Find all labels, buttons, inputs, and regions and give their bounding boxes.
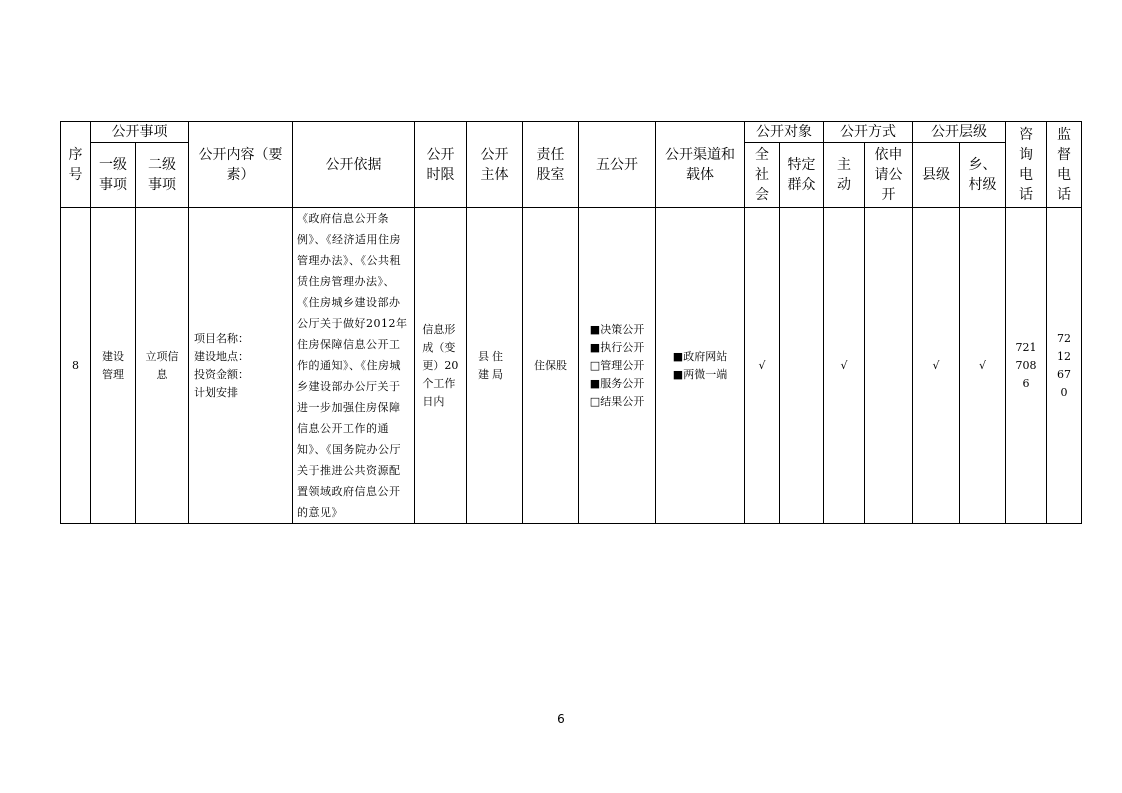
content-item: 建设地点：: [194, 349, 249, 363]
five-item: □结果公开: [589, 394, 645, 408]
row-level1: 建设管理: [91, 208, 136, 524]
check-whole-society: √: [745, 208, 780, 524]
header-consult-phone: 咨询电话: [1006, 122, 1047, 208]
content-item: 项目名称：: [194, 331, 249, 345]
row-dept: 住保股: [523, 208, 579, 524]
header-content: 公开内容（要素）: [189, 122, 293, 208]
channel-item: ■两微一端: [672, 367, 728, 381]
header-supervise-phone: 监督电话: [1047, 122, 1082, 208]
header-dept: 责任股室: [523, 122, 579, 208]
header-level2: 二级事项: [136, 143, 189, 208]
header-level1: 一级事项: [91, 143, 136, 208]
header-specific-group: 特定群众: [780, 143, 824, 208]
header-method: 公开方式: [824, 122, 913, 143]
row-five: [579, 208, 656, 524]
row-consult-phone: 7217086: [1006, 208, 1047, 524]
header-seq: 序号: [61, 122, 91, 208]
channel-item: ■政府网站: [672, 349, 728, 363]
row-time-limit: 信息形成（变更）20个工作日内: [415, 208, 467, 524]
header-basis: 公开依据: [293, 122, 415, 208]
page-number: 6: [557, 712, 565, 726]
header-row-1: [61, 122, 1082, 143]
check-active: √: [824, 208, 865, 524]
row-channel: [656, 208, 745, 524]
header-on-request: 依申请公开: [865, 143, 913, 208]
five-item: ■执行公开: [589, 340, 645, 354]
check-town-village: √: [960, 208, 1006, 524]
row-seq: 8: [61, 208, 91, 524]
header-town-village: 乡、村级: [960, 143, 1006, 208]
header-whole-society: 全社会: [745, 143, 780, 208]
check-county: √: [913, 208, 960, 524]
five-item: ■决策公开: [589, 322, 645, 336]
five-item: □管理公开: [589, 358, 645, 372]
check-on-request: [865, 208, 913, 524]
header-active: 主动: [824, 143, 865, 208]
content-item: 计划安排: [194, 385, 238, 399]
check-specific-group: [780, 208, 824, 524]
five-item: ■服务公开: [589, 376, 645, 390]
row-basis: 《政府信息公开条例》、《经济适用住房管理办法》、《公共租赁住房管理办法》、《住房城乡建设部办公厅关于做好2012年住房保障信息公开工作的通知》、《住房城乡建设部办公厅关于进一步加强住房保障信息公开工作的通知》、《国务院办公厅关于推进公共资源配置领域政府信息公开的意见》: [293, 208, 415, 524]
content-item: 投资金额：: [194, 367, 249, 381]
header-county: 县级: [913, 143, 960, 208]
row-subject: 县住建局: [467, 208, 523, 524]
disclosure-table: [60, 121, 1082, 524]
row-supervise-phone: 7212670: [1047, 208, 1082, 524]
header-subject: 公开主体: [467, 122, 523, 208]
row-level2: 立项信息: [136, 208, 189, 524]
header-tier: 公开层级: [913, 122, 1006, 143]
header-time-limit: 公开时限: [415, 122, 467, 208]
header-target: 公开对象: [745, 122, 824, 143]
header-five: 五公开: [579, 122, 656, 208]
header-channel: 公开渠道和载体: [656, 122, 745, 208]
row-content: [189, 208, 293, 524]
table-row: [61, 208, 1082, 524]
header-matter: 公开事项: [91, 122, 189, 143]
